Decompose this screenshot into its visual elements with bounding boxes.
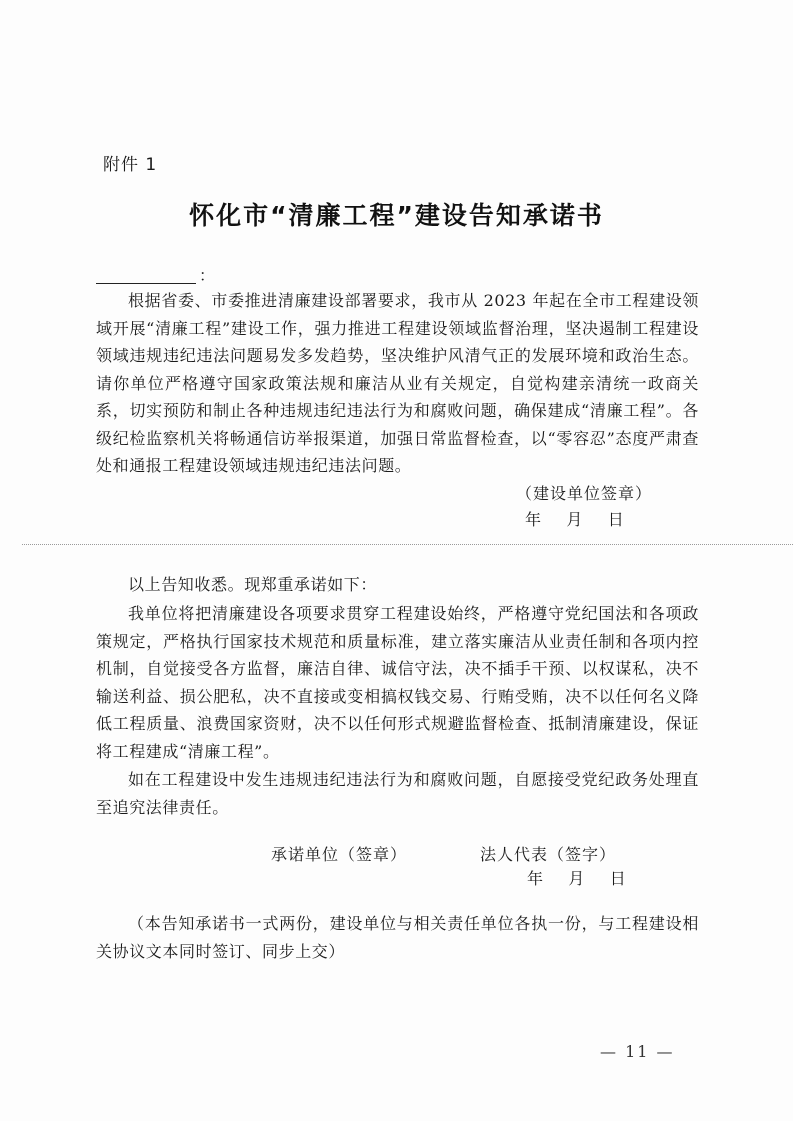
notice-paragraph: 根据省委、市委推进清廉建设部署要求，我市从 2023 年起在全市工程建设领域开展“清廉工程”建设工作，强力推进工程建设领域监督治理，坚决遏制工程建设领域违规违纪违法问题易发多发趋势，坚决维护风清气正的发展环境和政治生态。请你单位严格遵守国家政策法规和廉洁从业有关规定，自觉构建亲清统一政商关系，切实预防和制止各种违规违纪违法行为和腐败问题，确保建成“清廉工程”。各级纪检监察机关将畅通信访举报渠道，加强日常监督检查，以“零容忍”态度严肃查处和通报工程建设领域违规违纪违法问题。 <box>96 291 699 475</box>
commitment-paragraph-1: 我单位将把清廉建设各项要求贯穿工程建设始终，严格遵守党纪国法和各项政策规定，严格执行国家技术规范和质量标准，建立落实廉洁从业责任制和各项内控机制，自觉接受各方监督，廉洁自律、诚信守法，决不插手干预、以权谋私，决不输送利益、损公肥私，决不直接或变相搞权钱交易、行贿受贿，决不以任何名义降低工程质量、浪费国家资财，决不以任何形式规避监督检查、抵制清廉建设，保证将工程建成“清廉工程”。 <box>96 604 699 761</box>
page-number: — 11 — <box>600 1042 675 1061</box>
addressee-colon: ： <box>199 266 216 285</box>
commitment-date: 年 月 日 <box>527 869 627 888</box>
footnote: （本告知承诺书一式两份，建设单位与相关责任单位各执一份，与工程建设相关协议文本同时签订、同步上交） <box>96 914 699 961</box>
attachment-label: 附件 1 <box>103 155 158 175</box>
signer-unit: 承诺单位（签章） <box>271 845 408 864</box>
notice-date: 年 月 日 <box>525 510 625 529</box>
signer-representative: 法人代表（签字） <box>480 845 617 864</box>
addressee-line <box>96 262 246 284</box>
commitment-paragraph-2: 如在工程建设中发生违规违纪违法行为和腐败问题，自愿接受党纪政务处理直至追究法律责任。 <box>96 770 699 817</box>
addressee-blank <box>96 267 196 284</box>
document-title: 怀化市“清廉工程”建设告知承诺书 <box>189 201 604 230</box>
notice-signature: （建设单位签章） <box>516 484 653 503</box>
cut-line-divider <box>22 544 793 545</box>
commitment-intro: 以上告知收悉。现郑重承诺如下： <box>128 575 378 594</box>
